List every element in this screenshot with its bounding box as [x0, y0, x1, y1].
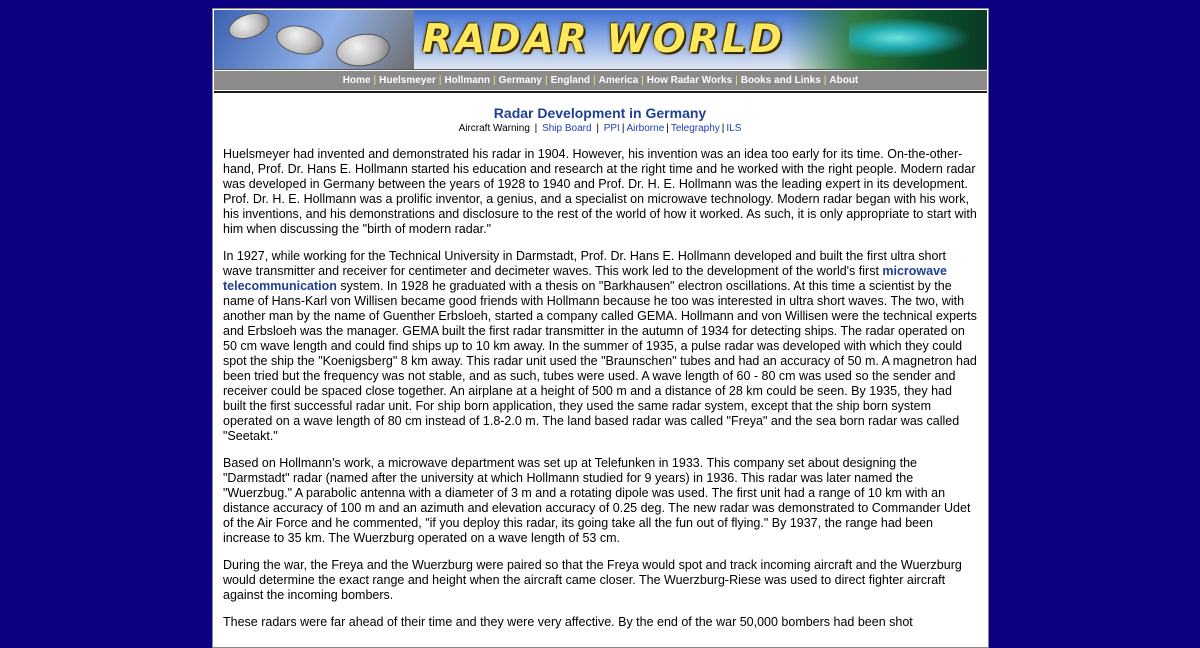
radar-dish-photo [214, 10, 414, 69]
nav-huelsmeyer[interactable]: Huelsmeyer [379, 75, 436, 86]
nav-america[interactable]: America [598, 75, 639, 86]
subnav-separator: | [596, 123, 599, 134]
subnav-separator: | [721, 123, 725, 134]
nav-about[interactable]: About [829, 75, 859, 86]
main-nav [214, 71, 987, 90]
subnav-ppi[interactable]: PPI [603, 123, 620, 134]
nav-books-and-links[interactable]: Books and Links [740, 75, 821, 86]
paragraph-2 [223, 249, 977, 444]
dish-icon [334, 30, 392, 69]
subnav-airborne[interactable]: Airborne [626, 123, 665, 134]
nav-separator: | [493, 75, 496, 86]
nav-separator: | [373, 75, 377, 86]
nav-separator: | [735, 75, 738, 86]
nav-germany[interactable]: Germany [498, 75, 542, 86]
page-frame [212, 8, 989, 648]
subnav-ils[interactable]: ILS [726, 123, 742, 134]
paragraph-2-text-start: In 1927, while working for the Technical University in Darmstadt, Prof. Dr. Hans E. Hollmann developed and built the first ultra short wave transmitter and receiver for centimeter and decimeter waves. This work led to the development of the world's first [223, 249, 947, 278]
nav-separator: | [593, 75, 596, 86]
dish-icon [225, 10, 272, 44]
subnav-separator: | [534, 123, 538, 134]
paragraph-4: During the war, the Freya and the Wuerzburg were paired so that the Freya would spot and track incoming aircraft and the Wuerzburg would determine the exact range and height when the aircraft came closer. The Wuerzburg-Riese was used to direct fighter aircraft against the incoming bombers. [223, 558, 962, 602]
paragraph-1: Huelsmeyer had invented and demonstrated his radar in 1904. However, his invention was an idea too early for its time. On-the-other-hand, Prof. Dr. Hans E. Hollmann started his education and research at the right time and he worked with the right people. Modern radar was developed in Germany between the years of 1928 to 1940 and Prof. Dr. H. E. Hollmann was the leading expert in its development. Prof. Dr. H. E. Hollmann was a prolific inventor, a genius, and a specialist on microwave technology. Modern radar began with his work, his inventions, and his demonstrations and disclosure to the rest of the world of how it worked. As such, it is only appropriate to start with him when discussing the "birth of modern radar." [223, 147, 977, 236]
nav-england[interactable]: England [550, 75, 591, 86]
subnav-current: Aircraft Warning [458, 123, 530, 134]
subnav-ship-board[interactable]: Ship Board [542, 123, 592, 134]
nav-separator: | [438, 75, 442, 86]
radar-scope-photo [787, 10, 987, 69]
page-title: Radar Development in Germany [493, 105, 707, 121]
radar-world-banner [214, 10, 987, 70]
scope-glow [849, 18, 969, 58]
nav-separator: | [641, 75, 644, 86]
main-content [223, 105, 977, 642]
subnav-separator: | [621, 123, 625, 134]
microwave-telecommunication-link[interactable]: microwave telecommunication [223, 264, 948, 293]
subnav-telegraphy[interactable]: Telegraphy [670, 123, 720, 134]
nav-hollmann[interactable]: Hollmann [444, 75, 491, 86]
nav-separator: | [544, 75, 548, 86]
section-subnav [223, 122, 977, 135]
nav-how-radar-works[interactable]: How Radar Works [646, 75, 733, 86]
nav-separator: | [823, 75, 827, 86]
nav-home[interactable]: Home [342, 75, 371, 86]
divider [214, 91, 987, 93]
paragraph-5: These radars were far ahead of their time and they were very affective. By the end of the war 50,000 bombers had been shot [223, 615, 913, 629]
dish-icon [274, 21, 327, 58]
site-title: RADAR WORLD [422, 17, 785, 62]
subnav-separator: | [666, 123, 669, 134]
paragraph-2-text-end: system. In 1928 he graduated with a thesis on "Barkhausen" electron oscillations. At this time a scientist by the name of Hans-Karl von Willisen became good friends with Hollmann because he too was interested in ultra short waves. The two, with another man by the name of Guenther Erbsloeh, started a company called GEMA. Hollmann and von Willisen were the technical experts and Erbsloeh was the manager. GEMA built the first radar transmitter in the autumn of 1934 for detecting ships. The radar operated on 50 cm wave length and could find ships up to 10 km away. In the summer of 1935, a pulse radar was developed with which they could spot the ship the "Koenigsberg" 8 km away. This radar unit used the "Braunschen" tubes and had an accuracy of 50 m. A magnetron had been tried but the frequency was not stable, and as such, tubes were used. A wave length of 60 - 80 cm was used so the sender and receiver could be spaced close together. An airplane at a height of 500 m and a distance of 28 km could be seen. By 1935, they had built the first successful radar unit. For ship born application, they used the same radar system, except that the ship born system operated on a wave length of 80 cm instead of 1.8-2.0 m. The land based radar was called "Freya" and the sea born radar was called "Seetakt." [223, 279, 977, 443]
paragraph-3: Based on Hollmann's work, a microwave department was set up at Telefunken in 1933. This company set about designing the "Darmstadt" radar (named after the university at which Hollmann studied for 9 years) in 1936. This radar was later named the "Wuerzbug." A parabolic antenna with a diameter of 3 m and a rotating dipole was used. The first unit had a range of 10 km with an distance accuracy of 100 m and an azimuth and elevation accuracy of 0.25 deg. The new radar was demonstrated to Commander Udet of the Air Force and he commented, "if you deploy this radar, its going take all the fun out of flying." By 1937, the range had been increase to 35 km. The Wuerzburg operated on a wave length of 53 cm. [223, 456, 971, 545]
